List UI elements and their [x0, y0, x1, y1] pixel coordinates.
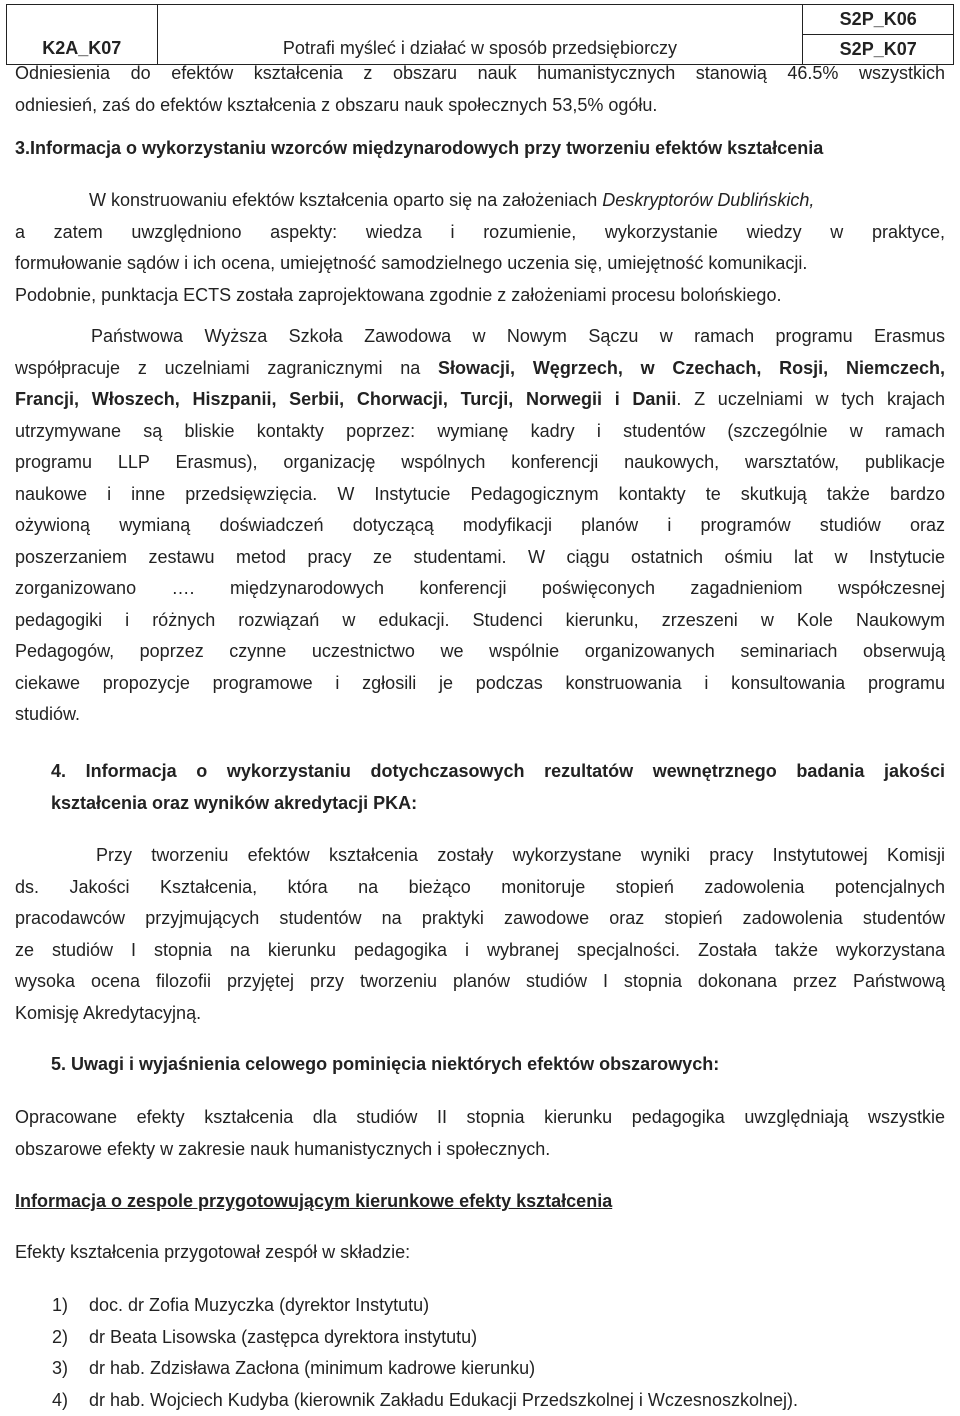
text-line: pedagogiki i różnych rozwiązań w edukacji. Studenci kierunku, zrzeszeni w Kole Naukowym	[15, 609, 945, 630]
text-line: Komisję Akredytacyjną.	[15, 1002, 202, 1023]
text-line: Pedagogów, poprzez czynne uczestnictwo we wspólnie organizowanych seminariach obserwują	[15, 641, 945, 661]
section-heading: 4. Informacja o wykorzystaniu dotychczasowych rezultatów wewnętrznego badania jakości	[51, 761, 945, 781]
list-number: 3)	[52, 1358, 69, 1378]
bold-countries: Francji, Włoszech, Hiszpanii, Serbii, Chorwacji, Turcji, Norwegii i Danii	[15, 389, 677, 409]
text-line: pracodawców przyjmujących studentów na praktyki zawodowe oraz stopień zadowolenia studentów	[15, 908, 945, 928]
text-line: utrzymywane są bliskie kontakty poprzez: wymianę kadry i studentów (szczególnie w ramach	[15, 420, 945, 441]
team-heading-text: Informacja o zespole przygotowującym kierunkowe efekty kształcenia	[15, 1191, 613, 1211]
text-line: zorganizowano …. międzynarodowych konferencji poświęconych zagadnieniom współczesnej	[15, 578, 945, 598]
text-line: wysoka ocena filozofii przyjętej przy tworzeniu planów studiów I stopnia dokonana przez Państwową	[15, 971, 945, 991]
section3-heading	[15, 133, 945, 165]
text-line: Opracowane efekty kształcenia dla studiów II stopnia kierunku pedagogika uwzględniają wszystkie	[15, 1107, 945, 1127]
text-line	[15, 384, 945, 416]
header-code-right-2: S2P_K07	[803, 34, 953, 64]
text-span: . Z uczelniami w tych krajach	[676, 389, 945, 409]
text-line: Podobnie, punktacja ECTS została zaprojektowana zgodnie z założeniami procesu bolońskiego.	[15, 284, 782, 305]
text-line: formułowanie sądów i ich ocena, umiejętność samodzielnego uczenia się, umiejętność komunikacji.	[15, 253, 808, 273]
header-code-left: K2A_K07	[7, 5, 158, 65]
text-line: ds. Jakości Kształcenia, która na bieżąco monitoruje stopień zadowolenia potencjalnych	[15, 876, 945, 897]
italic-term: Deskryptorów Dublińskich,	[602, 190, 815, 210]
text-line: poszerzaniem zestawu metod pracy ze studentami. W ciągu ostatnich ośmiu lat w Instytucie	[15, 546, 945, 567]
text-span: W konstruowaniu efektów kształcenia oparto się na założeniach	[89, 190, 603, 210]
list-number: 2)	[52, 1326, 69, 1347]
list-number: 4)	[52, 1389, 69, 1410]
text-line: studiów.	[15, 704, 81, 724]
text-span: współpracuje z uczelniami zagranicznymi na	[15, 357, 439, 378]
intro-line: odniesień, zaś do efektów kształcenia z obszaru nauk społecznych 53,5% ogółu.	[15, 94, 658, 115]
text-line: obszarowe efekty w zakresie nauk humanistycznych i społecznych.	[15, 1138, 551, 1159]
member-name: dr hab. Wojciech Kudyba (kierownik Zakładu Edukacji Przedszkolnej i Wczesnoszkolnej).	[89, 1389, 798, 1410]
section3-paragraph-2	[15, 321, 945, 731]
header-code-right-1: S2P_K06	[839, 9, 917, 29]
section5-paragraph	[15, 1102, 945, 1165]
team-heading	[15, 1186, 945, 1218]
header-table	[6, 4, 954, 62]
text-line: naukowe i inne przedsięwzięcia. W Instytucie Pedagogicznym kontakty te skutkują także bardzo	[15, 483, 945, 504]
section5-heading	[51, 1049, 945, 1081]
member-name: doc. dr Zofia Muzyczka (dyrektor Instytutu)	[89, 1295, 430, 1315]
section4-heading	[51, 756, 945, 819]
header-description: Potrafi myśleć i działać w sposób przedsiębiorczy	[157, 5, 803, 65]
intro-line: Odniesienia do efektów kształcenia z obszaru nauk humanistycznych stanowią 46.5% wszystkich	[15, 63, 945, 83]
text-line	[15, 185, 945, 217]
member-name: dr hab. Zdzisława Zacłona (minimum kadrowe kierunku)	[89, 1358, 536, 1378]
text-line: Państwowa Wyższa Szkoła Zawodowa w Nowym Sączu w ramach programu Erasmus	[91, 326, 945, 346]
header-codes-right	[803, 5, 954, 65]
list-number: 1)	[52, 1295, 69, 1315]
bold-countries: Słowacji, Węgrzech, w Czechach, Rosji, Niemczech,	[438, 357, 946, 378]
text-line: a zatem uwzględniono aspekty: wiedza i rozumienie, wykorzystanie wiedzy w praktyce,	[15, 221, 945, 242]
text-line: Przy tworzeniu efektów kształcenia zostały wykorzystane wyniki pracy Instytutowej Komisji	[96, 845, 945, 865]
member-name: dr Beata Lisowska (zastępca dyrektora instytutu)	[89, 1326, 478, 1347]
section-heading: 3.Informacja o wykorzystaniu wzorców międzynarodowych przy tworzeniu efektów kształcenia	[15, 138, 824, 158]
section-heading: 5. Uwagi i wyjaśnienia celowego pominięcia niektórych efektów obszarowych:	[51, 1054, 720, 1074]
text-line: programu LLP Erasmus), organizację wspólnych konferencji naukowych, warsztatów, publikacje	[15, 452, 945, 472]
intro-paragraph	[15, 58, 945, 121]
team-intro-text: Efekty kształcenia przygotował zespół w składzie:	[15, 1242, 411, 1262]
text-line: ciekawe propozycje programowe i zgłosili je podczas konstruowania i konsultowania programu	[15, 672, 945, 693]
text-line	[15, 353, 945, 385]
text-line: ze studiów I stopnia na kierunku pedagogika i wybranej specjalności. Została także wykorzystana	[15, 939, 945, 960]
section-heading: kształcenia oraz wyników akredytacji PKA:	[51, 792, 418, 813]
section3-paragraph-1	[15, 185, 945, 311]
text-line: ożywioną wymianą doświadczeń dotyczącą modyfikacji planów i programów studiów oraz	[15, 515, 945, 535]
team-intro	[15, 1237, 945, 1269]
section4-paragraph	[15, 840, 945, 1029]
